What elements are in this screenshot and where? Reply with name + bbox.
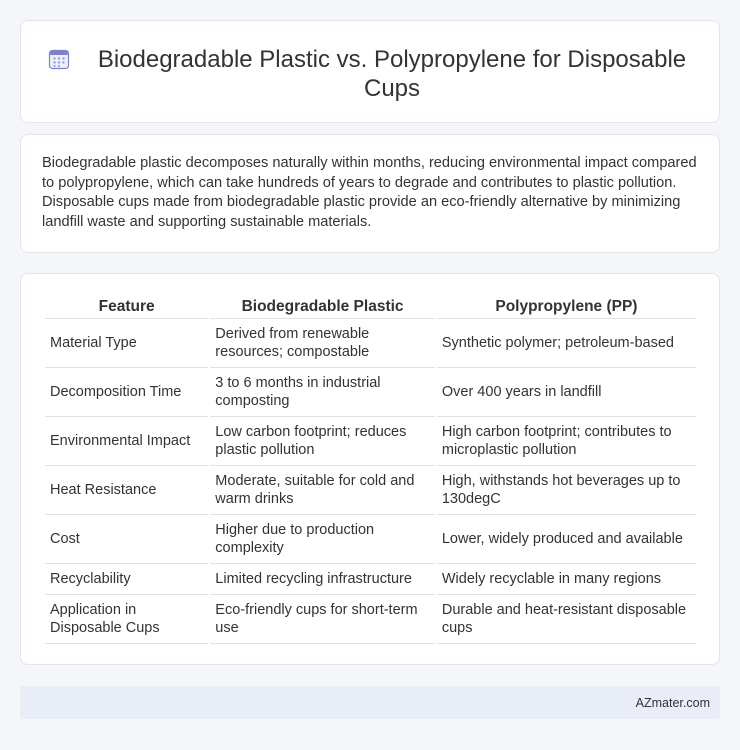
comparison-card (20, 273, 720, 665)
title-card (20, 20, 720, 123)
biodegradable-cell: Low carbon footprint; reduces plastic pollution (210, 417, 435, 466)
feature-cell: Recyclability (45, 564, 208, 595)
table-row (45, 319, 696, 368)
feature-cell: Environmental Impact (45, 417, 208, 466)
polypropylene-cell: Over 400 years in landfill (437, 368, 696, 417)
biodegradable-cell: Limited recycling infrastructure (210, 564, 435, 595)
table-row (45, 595, 696, 644)
table-row (45, 564, 696, 595)
biodegradable-cell: 3 to 6 months in industrial composting (210, 368, 435, 417)
feature-cell: Cost (45, 515, 208, 564)
polypropylene-cell: Synthetic polymer; petroleum-based (437, 319, 696, 368)
description-card (20, 134, 720, 253)
polypropylene-cell: Lower, widely produced and available (437, 515, 696, 564)
table-row (45, 515, 696, 564)
biodegradable-cell: Higher due to production complexity (210, 515, 435, 564)
feature-cell: Decomposition Time (45, 368, 208, 417)
column-header-biodegradable: Biodegradable Plastic (210, 296, 435, 319)
table-row (45, 466, 696, 515)
polypropylene-cell: Widely recyclable in many regions (437, 564, 696, 595)
column-header-feature: Feature (45, 296, 208, 319)
table-row (45, 368, 696, 417)
feature-cell: Application in Disposable Cups (45, 595, 208, 644)
table-header-row (45, 296, 696, 319)
description-text: Biodegradable plastic decomposes naturally within months, reducing environmental impact compared to polypropylene, which can take hundreds of years to degrade and contributes to plastic pollution. Disposable cups made from biodegradable plastic provide an eco-friendly alternative by minimizing landfill waste and supporting sustainable materials. (42, 155, 697, 230)
comparison-table (43, 296, 698, 644)
feature-cell: Heat Resistance (45, 466, 208, 515)
biodegradable-cell: Eco-friendly cups for short-term use (210, 595, 435, 644)
polypropylene-cell: High, withstands hot beverages up to 130degC (437, 466, 696, 515)
polypropylene-cell: High carbon footprint; contributes to microplastic pollution (437, 417, 696, 466)
biodegradable-cell: Moderate, suitable for cold and warm drinks (210, 466, 435, 515)
footer (20, 686, 720, 719)
biodegradable-cell: Derived from renewable resources; compostable (210, 319, 435, 368)
footer-brand: AZmater.com (635, 695, 710, 710)
polypropylene-cell: Durable and heat-resistant disposable cups (437, 595, 696, 644)
calendar-grid-icon (48, 48, 70, 70)
column-header-polypropylene: Polypropylene (PP) (437, 296, 696, 319)
feature-cell: Material Type (45, 319, 208, 368)
table-row (45, 417, 696, 466)
page-title: Biodegradable Plastic vs. Polypropylene for Disposable Cups (97, 46, 687, 102)
